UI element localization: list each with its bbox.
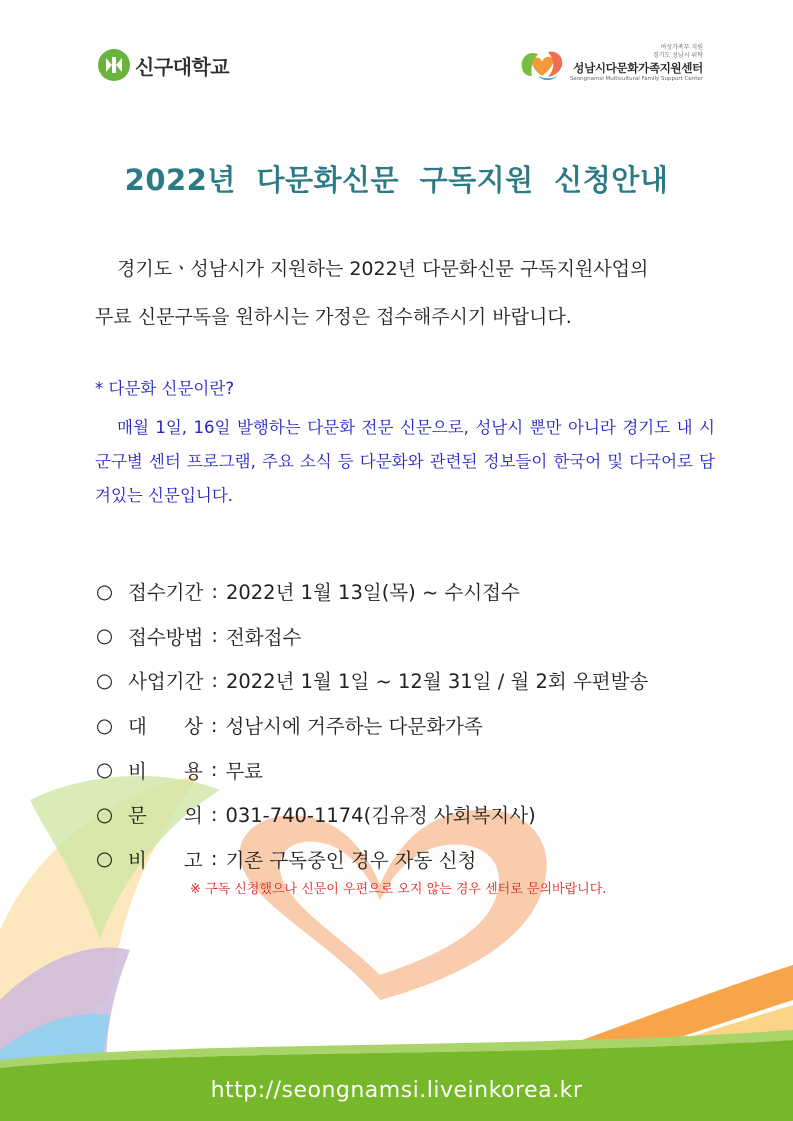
center-heart-emblem-icon bbox=[518, 46, 566, 82]
circle-bullet-icon: ○ bbox=[96, 847, 114, 871]
newspaper-definition bbox=[95, 375, 715, 513]
info-row-period bbox=[96, 569, 648, 614]
info-label: 대 상 bbox=[128, 715, 203, 739]
info-colon: : bbox=[210, 802, 218, 826]
info-colon: : bbox=[210, 847, 218, 871]
info-colon: : bbox=[210, 758, 218, 782]
footer-url[interactable]: http://seongnamsi.liveinkorea.kr bbox=[210, 1078, 583, 1103]
info-label: 접수기간 bbox=[128, 581, 204, 605]
info-value: 2022년 1월 13일(목) ~ 수시접수 bbox=[225, 581, 520, 605]
info-value: 031-740-1174(김유정 사회복지사) bbox=[225, 804, 536, 828]
info-colon: : bbox=[211, 579, 218, 603]
university-logo bbox=[97, 48, 229, 82]
info-row-method bbox=[96, 614, 648, 659]
circle-bullet-icon: ○ bbox=[96, 668, 114, 692]
info-colon: : bbox=[211, 624, 218, 648]
circle-bullet-icon: ○ bbox=[96, 802, 114, 826]
info-value: 전화접수 bbox=[225, 625, 302, 649]
center-sponsor-1: 여성가족부 지원 bbox=[660, 44, 703, 51]
info-value: 성남시에 거주하는 다문화가족 bbox=[225, 715, 483, 739]
info-value: 2022년 1월 1일 ~ 12월 31일 / 월 2회 우편발송 bbox=[225, 670, 649, 694]
center-logo bbox=[518, 44, 703, 83]
intro-line-2: 무료 신문구독을 원하시는 가정은 접수해주시기 바랍니다. bbox=[95, 306, 572, 328]
info-list bbox=[96, 569, 648, 881]
info-value: 기존 구독중인 경우 자동 신청 bbox=[225, 848, 477, 872]
circle-bullet-icon: ○ bbox=[96, 579, 114, 603]
info-label: 비 용 bbox=[128, 759, 203, 783]
info-value: 무료 bbox=[225, 759, 264, 783]
university-name: 신구대학교 bbox=[135, 54, 230, 79]
center-name-english: Seongnamsi Multicultural Family Support Center bbox=[569, 76, 703, 82]
circle-bullet-icon: ○ bbox=[96, 624, 114, 648]
info-row-inquiry bbox=[96, 792, 648, 837]
info-row-target bbox=[96, 703, 648, 748]
info-row-remarks bbox=[96, 837, 648, 882]
center-name: 성남시다문화가족지원센터 bbox=[573, 61, 703, 75]
circle-bullet-icon: ○ bbox=[96, 758, 114, 782]
info-label: 비 고 bbox=[128, 848, 203, 872]
info-label: 접수방법 bbox=[128, 625, 204, 649]
definition-heading: * 다문화 신문이란? bbox=[95, 379, 235, 398]
info-label: 문 의 bbox=[128, 804, 203, 828]
university-emblem-icon bbox=[97, 48, 131, 82]
remark-note: ※ 구독 신청했으나 신문이 우편으로 오지 않는 경우 센터로 문의바랍니다. bbox=[190, 882, 607, 897]
page-title: 2022년 다문화신문 구독지원 신청안내 bbox=[124, 163, 669, 197]
intro-paragraph bbox=[95, 245, 715, 341]
info-row-cost bbox=[96, 747, 648, 792]
center-sponsor-2: 경기도 성남시 위탁 bbox=[652, 52, 703, 59]
info-colon: : bbox=[211, 668, 218, 692]
intro-line-1: 경기도ㆍ성남시가 지원하는 2022년 다문화신문 구독지원사업의 bbox=[117, 258, 649, 280]
info-row-project-period bbox=[96, 658, 648, 703]
info-colon: : bbox=[210, 713, 218, 737]
info-label: 사업기간 bbox=[128, 670, 204, 694]
circle-bullet-icon: ○ bbox=[96, 713, 114, 737]
definition-body: 매월 1일, 16일 발행하는 다문화 전문 신문으로, 성남시 뿐만 아니라 경기도 내 시군구별 센터 프로그램, 주요 소식 등 다문화와 관련된 정보들이 한국어 및 다국어로 담겨있는 신문입니다. bbox=[95, 418, 715, 505]
